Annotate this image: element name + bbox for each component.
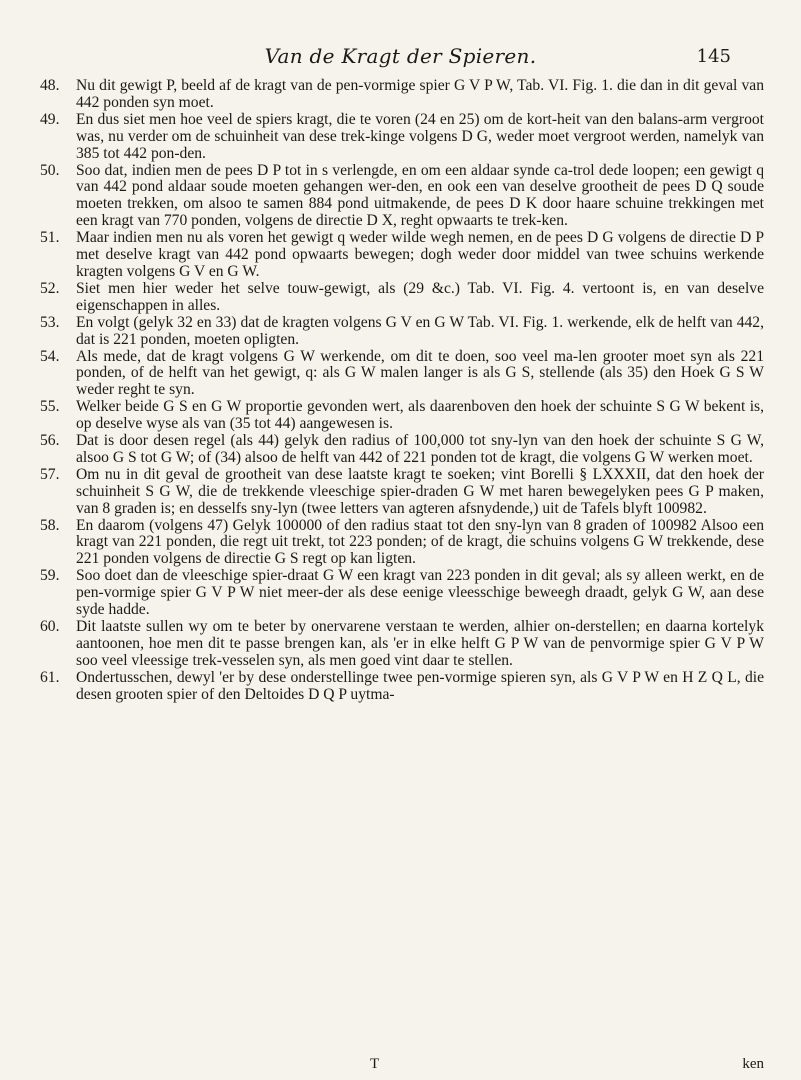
paragraph-number: 53. xyxy=(40,313,60,331)
paragraph-number: 60. xyxy=(40,618,60,635)
paragraph-number: 59. xyxy=(40,567,60,585)
paragraph xyxy=(40,619,764,670)
paragraph-text: Dit laatste sullen wy om te beter by onervarene verstaan te werden, alhier on-derstellen; en daarna kortelyk aantoonen, hoe men dit te passe brengen kan, als 'er in elke helft G P W van de penvormige spier G V P W soo veel vleessige trek-vesselen syn, als men goed vint daar te stellen. xyxy=(76,618,764,669)
paragraph-text: Maar indien men nu als voren het gewigt q weder wilde wegh nemen, en de pees D G volgens de directie D P met deselve kragt van 442 pond opwaarts bewegen; dogh weder door middel van twee schuins werkende kragten volgens G V en G W. xyxy=(76,229,764,280)
paragraph-text: Ondertusschen, dewyl 'er by dese onderstellinge twee pen-vormige spieren syn, als G V P W en H Z Q L, die desen grooten spier of den Deltoides D Q P uytma- xyxy=(76,668,764,703)
paragraph-text: Siet men hier weder het selve touw-gewigt, als (29 &c.) Tab. VI. Fig. 4. vertoont is, en van deselve eigenschappen in alles. xyxy=(76,279,764,314)
paragraph xyxy=(40,433,764,467)
paragraph xyxy=(40,568,764,619)
paragraph xyxy=(40,467,764,518)
paragraph-number: 55. xyxy=(40,398,60,416)
paragraph xyxy=(40,349,764,400)
paragraph-text: Dat is door desen regel (als 44) gelyk den radius of 100,000 tot sny-lyn van den hoek der schuinte S G W, alsoo G S tot G W; of (34) alsoo de helft van 442 of 221 ponden tot de kragt, die volgens G W werken moet. xyxy=(76,432,764,466)
paragraph-number: 56. xyxy=(40,432,60,450)
paragraph xyxy=(40,78,764,112)
paragraph-text: En volgt (gelyk 32 en 33) dat de kragten volgens G V en G W Tab. VI. Fig. 1. werkende, elk de helft van 442, dat is 221 ponden, moeten opligten. xyxy=(76,313,764,348)
paragraph-number: 49. xyxy=(40,110,60,128)
paragraph xyxy=(40,518,764,569)
paragraph-number: 57. xyxy=(40,465,60,483)
running-title: Van de Kragt der Spieren. xyxy=(264,44,537,68)
paragraph xyxy=(40,230,764,281)
paragraph-number: 61. xyxy=(40,668,60,686)
paragraph xyxy=(40,399,764,433)
paragraph-text: Welker beide G S en G W proportie gevonden wert, als daarenboven den hoek der schuinte S G W bekent is, op deselve wyse als van (35 tot 44) aangewesen is. xyxy=(76,398,764,433)
paragraph xyxy=(40,112,764,163)
paragraph-text: Nu dit gewigt P, beeld af de kragt van de pen-vormige spier G V P W, Tab. VI. Fig. 1. die dan in dit geval van 442 ponden syn moet. xyxy=(76,77,764,111)
page-header xyxy=(0,44,801,74)
paragraph-text: En dus siet men hoe veel de spiers kragt, die te voren (24 en 25) om de kort-heit van den balans-arm vergroot was, nu verder om de schuinheit van dese trek-kinge volgens D G, weder moet vergroot werden, namelyk van 385 tot 442 pon-den. xyxy=(76,110,764,162)
paragraph xyxy=(40,670,764,704)
paragraph-text: Om nu in dit geval de grootheit van dese laatste kragt te soeken; vint Borelli § LXXXII, dat den hoek der schuinheit S G W, die de trekkende vleeschige spier-draden G W met haren bewegelyken pees G P maken, van 8 graden is; en desselfs sny-lyn (twee letters van agteren afsnydende,) uit de Tafels blyft 100982. xyxy=(76,465,764,517)
paragraph-text: Soo dat, indien men de pees D P tot in s verlengde, en om een aldaar synde ca-trol dede loopen; een gewigt q van 442 pond aldaar soude moeten gehangen wer-den, en ook een van deselve grootheit de pees D Q soude moeten trekken, om alsoo te samen 884 pond uitmakende, de pees D K door haare schuine trekkingen met een kragt van 770 ponden, volgens de directie D X, reght opwaarts te trek-ken. xyxy=(76,161,764,230)
catchword: ken xyxy=(742,1056,764,1072)
paragraph-number: 52. xyxy=(40,279,60,297)
paragraph-text: Als mede, dat de kragt volgens G W werkende, om dit te doen, soo veel ma-len grooter moet syn als 221 ponden, of de helft van het gewigt, q: als G W malen langer is als G S, stellende (als 35) den Hoek G S W weder reght te syn. xyxy=(76,347,764,399)
paragraph-text: En daarom (volgens 47) Gelyk 100000 of den radius staat tot den sny-lyn van 8 graden of 100982 Alsoo een kragt van 221 ponden, die regt uit trekt, tot 223 ponden; of de kragt, die schuins volgens G W trekkende, dese 221 ponden volgens de directie G S regt op kan ligten. xyxy=(76,516,764,568)
paragraph xyxy=(40,163,764,231)
paragraph xyxy=(40,315,764,349)
page-footer xyxy=(40,1056,764,1080)
paragraph-number: 48. xyxy=(40,77,60,94)
signature-mark: T xyxy=(370,1056,380,1072)
paragraph xyxy=(40,281,764,315)
paragraph-number: 54. xyxy=(40,347,60,365)
paragraph-number: 50. xyxy=(40,161,60,179)
paragraph-text: Soo doet dan de vleeschige spier-draat G W een kragt van 223 ponden in dit geval; als sy alleen werkt, en de pen-vormige spier G V P W niet meer-der als dese eenige vleesschige beweegh draadt, gelyk G W, aan dese syde hadde. xyxy=(76,567,764,619)
paragraph-number: 51. xyxy=(40,229,60,247)
paragraph-number: 58. xyxy=(40,516,60,534)
page-number: 145 xyxy=(696,46,731,67)
body-text xyxy=(40,78,764,704)
